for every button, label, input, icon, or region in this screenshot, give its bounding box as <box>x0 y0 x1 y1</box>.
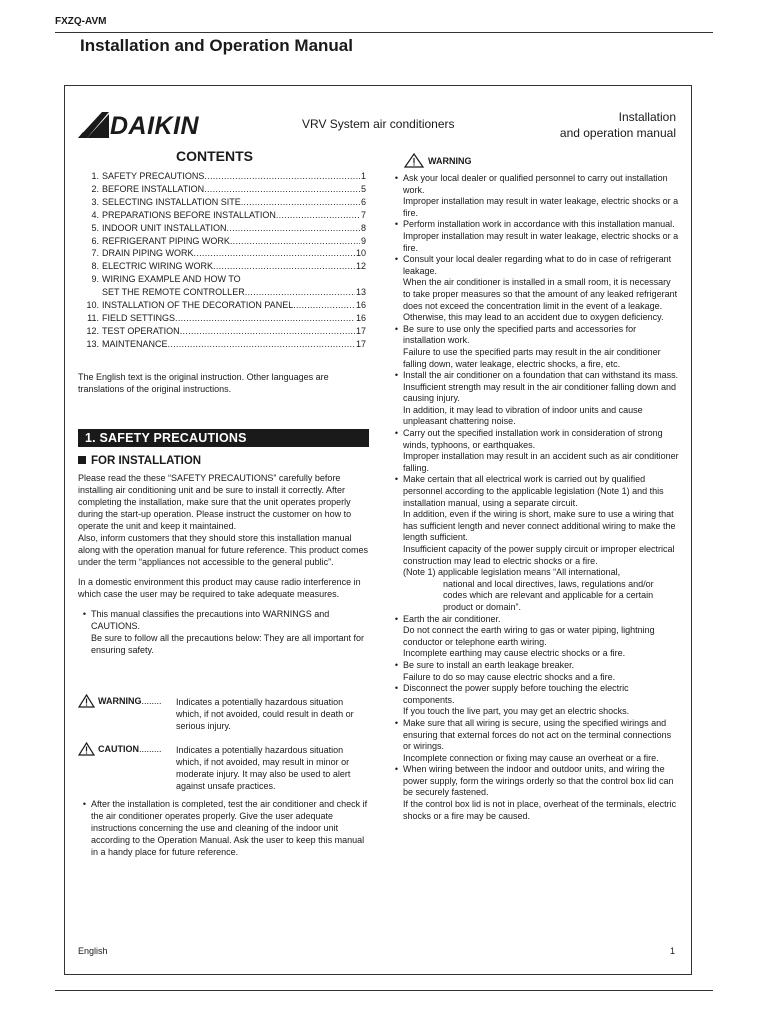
svg-text:DAIKIN: DAIKIN <box>110 112 200 140</box>
toc-number: 11. <box>87 312 99 323</box>
toc-title: SAFETY PRECAUTIONS <box>102 171 205 181</box>
warning-item-line: In addition, it may lead to vibration of indoor units and cause unpleasant chattering noise. <box>403 404 643 427</box>
warning-item-line: Consult your local dealer regarding what to do in case of refrigerant leakage. <box>403 254 672 276</box>
daikin-logo <box>78 108 223 140</box>
toc-item-continued <box>86 286 366 299</box>
table-of-contents <box>86 170 366 351</box>
warning-item-line: Install the air conditioner on a foundation that can withstand its mass. <box>403 370 679 381</box>
toc-page: 1 <box>360 171 366 181</box>
toc-number: 8. <box>91 261 99 272</box>
intro-paragraph: Please read the these “SAFETY PRECAUTIONS” carefully before installing air conditioning unit and be sure to install it correctly. After completing the installation, make sure that the unit operates properly during the start-up operation. Please instruct the customer on how to operate the unit and keep it maintained. <box>78 473 352 531</box>
warning-heading <box>404 153 472 168</box>
toc-item <box>86 260 366 273</box>
toc-page: 5 <box>360 183 366 194</box>
intro-paragraph: In a domestic environment this product may cause radio interference in which case the user may be required to take adequate measures. <box>78 577 361 599</box>
toc-title: TEST OPERATION <box>102 325 180 336</box>
toc-item <box>86 196 366 209</box>
toc-page: 17 <box>355 338 366 349</box>
warning-item: • Ask your local dealer or qualified personnel to carry out installation work. Improper installation may result in water leakage, electric shocks or a fire. <box>394 173 679 218</box>
warning-item: • Carry out the specified installation work in consideration of strong winds, typhoons, or earthquakes. Improper installation may result in an accident such as air conditioner falling. <box>394 428 679 473</box>
toc-title: WIRING EXAMPLE AND HOW TO <box>102 274 241 285</box>
toc-title: BEFORE INSTALLATION <box>102 183 205 194</box>
list-item-text: Be sure to follow all the precautions below: They are all important for ensuring safety. <box>91 633 364 655</box>
manual-type-line2: and operation manual <box>559 126 676 140</box>
list-item: • After the installation is completed, test the air conditioner and check if the air conditioner operates properly. Give the user adequate instructions concerning the use and cleaning of the indoor unit according to the Operation Manual. Ask the user to keep this manual in a handy place for future reference. <box>78 798 370 858</box>
warning-item: • Be sure to install an earth leakage breaker. Failure to do so may cause electric shocks and a fire. <box>390 660 680 683</box>
warning-item-line: Failure to use the specified parts may result in the air conditioner falling down, water leakage, electric shocks, a fire, etc. <box>403 346 661 369</box>
warning-item-line: Improper installation may result in an accident such as air conditioner falling. <box>403 451 679 473</box>
toc-number: 1. <box>91 171 99 181</box>
toc-number: 4. <box>91 209 99 220</box>
warning-item-line: If you touch the live part, you may get an electric shocks. <box>403 706 630 717</box>
warning-heading-label: WARNING <box>428 155 472 166</box>
warning-item: • Consult your local dealer regarding what to do in case of refrigerant leakage. When the air conditioner is installed in a small room, it is necessary to take proper measures so that the amount of any leaked refrigerant does not exceed the concentration limit in the event of a leakage. Otherwise, this may lead to an accident due to oxygen deficiency. <box>390 254 680 324</box>
toc-number: 2. <box>91 183 99 194</box>
footer-language: English <box>78 946 108 956</box>
toc-item <box>86 247 366 260</box>
warning-item: • Perform installation work in accordance with this installation manual. Improper installation may result in water leakage, electric shocks or a fire. <box>394 219 679 253</box>
warning-item: • Be sure to use only the specified parts and accessories for installation work. Failure to use the specified parts may result in the air conditioner falling down, water leakage, electric shocks, a fire, etc. <box>390 324 680 370</box>
toc-title: MAINTENANCE <box>102 338 168 349</box>
warning-item-line: Insufficient capacity of the power supply circuit or improper electrical construction may lead to electric shocks or a fire. <box>403 544 675 566</box>
warning-item-line: Otherwise, this may lead to an accident due to oxygen deficiency. <box>403 312 664 323</box>
toc-page: 10 <box>355 248 366 259</box>
warning-item-line: Carry out the specified installation work in consideration of strong winds, typhoons, or earthquakes. <box>403 428 663 450</box>
toc-number: 5. <box>91 222 99 233</box>
warning-item-line: In addition, even if the wiring is short, make sure to use a wiring that has sufficient length and never connect additional wiring to make the length sufficient. <box>403 509 676 543</box>
warning-item-line: Be sure to install an earth leakage breaker. <box>403 659 575 670</box>
toc-number: 12. <box>86 325 99 336</box>
warning-item-line: Failure to do so may cause electric shocks and a fire. <box>403 671 616 682</box>
toc-title: INDOOR UNIT INSTALLATION <box>102 222 227 233</box>
caution-description: Indicates a potentially hazardous situation which, if not avoided, may result in minor or moderate injury. It may also be used to alert against unsafe practices. <box>176 745 351 791</box>
warning-item-line: Improper installation may result in water leakage, electric shocks or a fire. <box>403 230 679 253</box>
toc-number: 3. <box>91 196 99 207</box>
warning-item-line: When wiring between the indoor and outdoor units, and wiring the power supply, form the wirings orderly so that the control box lid can be securely fastened. <box>403 764 674 798</box>
warning-item: • Make certain that all electrical work is carried out by qualified personnel according to the applicable legislation (Note 1) and this installation manual, using a separate circuit. In addition, even if the wiring is short, make sure to use a wiring that has sufficient length and never connect additional wiring to make the length sufficient. Insufficient capacity of the power supply circuit or improper electrical construction may lead to electric shocks or a fire. (Note 1) applicable legislation means “All international, national and local directives, laws, regulations and/or codes which are relevant and applicable for a certain product or domain”. <box>390 474 680 613</box>
warning-item-line: Incomplete earthing may cause electric shocks or a fire. <box>403 648 626 659</box>
toc-item <box>86 273 366 286</box>
caution-label: CAUTION <box>98 744 139 754</box>
toc-item <box>86 299 366 312</box>
toc-title: FIELD SETTINGS <box>102 312 176 323</box>
toc-page: 6 <box>360 196 366 207</box>
toc-item <box>86 312 366 325</box>
product-name: VRV System air conditioners <box>302 117 455 131</box>
warning-item-line: Insufficient strength may result in the air conditioner falling down and causing injury. <box>403 381 676 404</box>
warning-description: Indicates a potentially hazardous situation which, if not avoided, could result in death or serious injury. <box>176 697 354 731</box>
list-item-text: This manual classifies the precautions into WARNINGS and CAUTIONS. <box>91 609 330 631</box>
warning-item-line: Make sure that all wiring is secure, using the specified wirings and ensuring that external forces do not act on the terminal connections or wirings. <box>403 717 672 752</box>
warning-item: • Install the air conditioner on a foundation that can withstand its mass. Insufficient strength may result in the air conditioner falling down and causing injury. In addition, it may lead to vibration of indoor units and cause unpleasant chattering noise. <box>394 370 679 427</box>
toc-page: 8 <box>360 222 366 233</box>
list-item: • This manual classifies the precautions into WARNINGS and CAUTIONS. Be sure to follow all the precautions below: They are all important for ensuring safety. <box>82 609 364 655</box>
toc-page: 9 <box>360 235 366 246</box>
toc-title: INSTALLATION OF THE DECORATION PANEL <box>102 300 294 311</box>
warning-item-line: Do not connect the earth wiring to gas or water piping, lightning conductor or telephone earth wiring. <box>403 625 655 647</box>
warning-item-line: Improper installation may result in water leakage, electric shocks or a fire. <box>403 196 679 218</box>
toc-number: 7. <box>91 248 99 259</box>
document-title: Installation and Operation Manual <box>80 36 353 55</box>
warning-item-line: Be sure to use only the specified parts and accessories for installation work. <box>403 323 637 346</box>
caution-triangle-icon <box>78 742 95 756</box>
section-heading-safety: 1. SAFETY PRECAUTIONS <box>78 429 369 447</box>
warning-item-line: Earth the air conditioner. <box>403 613 501 624</box>
toc-item <box>86 338 366 351</box>
toc-title: ELECTRIC WIRING WORK <box>102 261 214 272</box>
manual-type-line1: Installation <box>618 110 676 124</box>
square-bullet-icon <box>78 456 86 464</box>
toc-title: SELECTING INSTALLATION SITE <box>102 196 241 207</box>
toc-title: REFRIGERANT PIPING WORK <box>102 235 230 246</box>
after-installation-note <box>78 798 370 858</box>
toc-number: 10. <box>86 300 99 311</box>
warning-item-line: Incomplete connection or fixing may cause an overheat or a fire. <box>403 752 659 763</box>
toc-page: 12 <box>355 261 366 272</box>
note1-text: national and local directives, laws, regulations and/or codes which are relevant and applicable for a certain product or domain”. <box>443 578 654 612</box>
english-note: The English text is the original instruction. Other languages are translations of the original instructions. <box>78 372 329 394</box>
toc-page: 16 <box>355 312 366 323</box>
warning-label: WARNING <box>98 696 142 706</box>
toc-page: 17 <box>355 325 366 336</box>
model-code: FXZQ-AVM <box>55 16 107 27</box>
toc-number: 6. <box>91 235 99 246</box>
toc-item <box>86 209 366 222</box>
toc-title: SET THE REMOTE CONTROLLER <box>102 287 245 298</box>
warning-triangle-icon <box>78 694 95 708</box>
toc-page: 16 <box>355 300 366 311</box>
warning-item-line: Make certain that all electrical work is carried out by qualified personnel according to the applicable legislation (Note 1) and this installation manual, using a separate circuit. <box>403 474 664 508</box>
toc-item <box>86 325 366 338</box>
toc-page: 7 <box>360 209 366 220</box>
toc-number: 13. <box>86 338 99 349</box>
toc-title: DRAIN PIPING WORK <box>102 248 194 259</box>
leader-dots: ......... <box>139 744 162 754</box>
footer-page-number: 1 <box>670 946 676 956</box>
warning-item-line: Ask your local dealer or qualified personnel to carry out installation work. <box>403 173 668 195</box>
intro-paragraph: Also, inform customers that they should store this installation manual along with the operation manual for future reference. This product comes under the term “appliances not accessible to the general public”. <box>78 533 368 567</box>
toc-page: 13 <box>355 287 366 298</box>
list-item-text: After the installation is completed, test the air conditioner and check if the air conditioner operates properly. Give the user adequate instructions concerning the use and cleaning of the indoor unit according to the Operation Manual. Ask the user to keep this manual in a handy place for future reference. <box>91 799 368 857</box>
warning-item-line: When the air conditioner is installed in a small room, it is necessary to take proper measures so that the amount of any leaked refrigerant does not exceed the concentration limit in the event of a leakage. <box>403 277 678 311</box>
warning-item: • Disconnect the power supply before touching the electric components. If you touch the live part, you may get an electric shocks. <box>390 683 680 718</box>
toc-item <box>86 183 366 196</box>
warning-item-line: Perform installation work in accordance with this installation manual. <box>403 219 675 230</box>
warning-triangle-icon <box>404 153 424 168</box>
header-rule <box>55 32 713 33</box>
warning-item: • When wiring between the indoor and outdoor units, and wiring the power supply, form the wirings orderly so that the control box lid can be securely fastened. If the control box lid is not in place, overheat of the terminals, electric shocks or a fire may be caused. <box>390 764 680 822</box>
leader-dots: ........ <box>141 696 162 706</box>
safety-intro <box>78 472 370 656</box>
manual-type <box>530 109 676 141</box>
toc-title: PREPARATIONS BEFORE INSTALLATION <box>102 209 276 220</box>
warning-list <box>390 173 680 822</box>
toc-item <box>86 222 366 235</box>
toc-item <box>86 170 366 183</box>
toc-item <box>86 235 366 248</box>
sub-heading-for-installation <box>78 455 201 467</box>
warning-item-line: If the control box lid is not in place, overheat of the terminals, electric shocks or a fire may be caused. <box>403 799 677 821</box>
sub-heading-label: FOR INSTALLATION <box>91 455 202 467</box>
note1-heading: (Note 1) applicable legislation means “All international, <box>403 567 621 578</box>
warning-item-line: Disconnect the power supply before touching the electric components. <box>403 683 629 705</box>
warning-item: • Make sure that all wiring is secure, using the specified wirings and ensuring that external forces do not act on the terminal connections or wirings. Incomplete connection or fixing may cause an overheat or a fire. <box>390 718 680 764</box>
contents-title: CONTENTS <box>176 148 253 164</box>
footer-rule <box>55 990 713 991</box>
warning-item: • Earth the air conditioner. Do not connect the earth wiring to gas or water piping, lightning conductor or telephone earth wiring. Incomplete earthing may cause electric shocks or a fire. <box>390 614 680 660</box>
toc-number: 9. <box>91 274 99 285</box>
